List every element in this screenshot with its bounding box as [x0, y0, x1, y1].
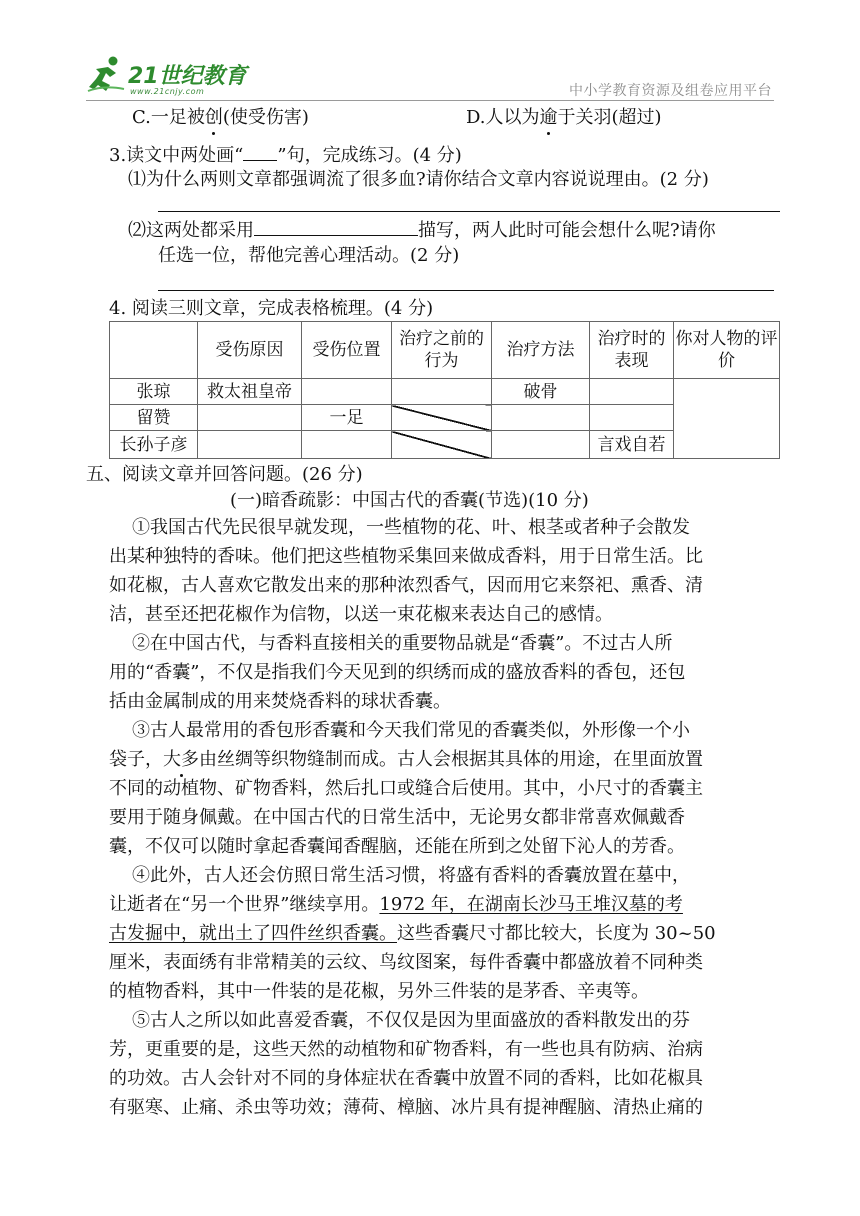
q4-stem: 4. 阅读三则文章，完成表格梳理。(4 分)	[109, 298, 434, 319]
table-header-cell: 治疗方法	[492, 322, 590, 379]
table-cell[interactable]	[302, 431, 392, 459]
q3-stem-blank	[243, 143, 277, 161]
p3-line2-after: 由丝绸等织物缝制而成。古人会根据其具体的用途，在里面放置	[199, 749, 703, 770]
table-cell[interactable]	[590, 405, 674, 431]
p2-line: 括由金属制成的用来焚烧香料的球状香囊。	[109, 691, 451, 712]
p5-line: 的功效。古人会针对不同的身体症状在香囊中放置不同的香料，比如花椒具	[109, 1068, 703, 1089]
table-cell: 破骨	[492, 379, 590, 405]
p4-line: ④此外，古人还会仿照日常生活习惯，将盛有香料的香囊放置在墓中，	[132, 865, 690, 886]
page-header	[0, 0, 860, 104]
option-c-prefix: C.一足被	[132, 107, 205, 128]
p4-line	[109, 893, 683, 917]
q3-sub2-answer-line[interactable]	[158, 290, 774, 291]
table-cell[interactable]	[198, 405, 302, 431]
table-cell: 言戏自若	[590, 431, 674, 459]
crossed-out-cell	[392, 405, 492, 431]
q3-sub2-fill-blank[interactable]	[254, 218, 418, 236]
evaluation-cell[interactable]	[674, 379, 780, 459]
q3-stem	[109, 143, 462, 168]
row-name-cell: 留赞	[110, 405, 198, 431]
p3-line2-before: 袋子，	[109, 749, 163, 770]
p4-line3-after: 这些香囊尺寸都比较大，长度为 30~50	[397, 923, 716, 944]
q3-stem-after: ”句，完成练习。(4 分)	[277, 145, 462, 166]
p4-underlined-sentence: 古发掘中，就出土了四件丝织香囊。	[109, 923, 397, 944]
option-c-dotted-char: 创	[204, 107, 223, 128]
option-c-suffix: (使受伤害)	[222, 107, 309, 128]
logo-text: 21世纪教育	[128, 64, 247, 89]
section5-subtitle: (一)暗香疏影：中国古代的香囊(节选)(10 分)	[230, 490, 589, 511]
p3-line	[109, 748, 703, 772]
p4-underlined-sentence: 1972 年，在湖南长沙马王堆汉墓的考	[379, 894, 683, 915]
p5-line: 有驱寒、止痛、杀虫等功效；薄荷、樟脑、冰片具有提神醒脑、清热止痛的	[109, 1097, 703, 1118]
p4-line	[109, 922, 716, 946]
p4-line: 的植物香料，其中一件装的是花椒，另外三件装的是茅香、辛夷等。	[109, 981, 649, 1002]
table-corner-cell	[110, 322, 198, 379]
site-logo[interactable]	[86, 55, 276, 101]
section5-title: 五、阅读文章并回答问题。(26 分)	[86, 464, 363, 485]
table-cell[interactable]	[302, 379, 392, 405]
p3-dotted-word: 大多	[163, 749, 199, 770]
p5-line: 芳，更重要的是，这些天然的动植物和矿物香料，有一些也具有防病、治病	[109, 1039, 703, 1060]
crossed-out-cell	[392, 431, 492, 459]
platform-name: 中小学教育资源及组卷应用平台	[569, 83, 772, 99]
p3-line: 要用于随身佩戴。在中国古代的日常生活中，无论男女都非常喜欢佩戴香	[109, 807, 685, 828]
p3-line: ③古人最常用的香包形香囊和今天我们常见的香囊类似，外形像一个小	[132, 720, 690, 741]
summary-table	[109, 321, 780, 459]
p1-line: 如花椒，古人喜欢它散发出来的那种浓烈香气，因而用它来祭祀、熏香、清	[109, 575, 703, 596]
q3-sub2-after: 描写，两人此时可能会想什么呢?请你	[418, 220, 716, 241]
runner-logo-icon	[86, 55, 126, 95]
table-cell: 一足	[302, 405, 392, 431]
p3-line: 不同的动植物、矿物香料，然后扎口或缝合后使用。其中，小尺寸的香囊主	[109, 778, 703, 799]
table-cell[interactable]	[392, 379, 492, 405]
q3-sub2-line2: 任选一位，帮他完善心理活动。(2 分)	[158, 245, 460, 266]
table-cell[interactable]	[492, 405, 590, 431]
table-header-cell: 治疗时的表现	[590, 322, 674, 379]
table-cell[interactable]	[590, 379, 674, 405]
logo-url: www.21cnjy.com	[130, 87, 205, 96]
q3-sub2	[128, 218, 716, 243]
table-row	[110, 379, 780, 405]
option-d	[466, 106, 662, 130]
option-c	[132, 106, 309, 130]
table-cell: 救太祖皇帝	[198, 379, 302, 405]
p1-line: ①我国古代先民很早就发现，一些植物的花、叶、根茎或者种子会散发	[132, 517, 690, 538]
q3-sub2-before: ⑵这两处都采用	[128, 220, 254, 241]
row-name-cell: 长孙子彦	[110, 431, 198, 459]
p2-line: 用的“香囊”，不仅是指我们今天见到的织绣而成的盛放香料的香包，还包	[109, 662, 686, 683]
p1-line: 洁，甚至还把花椒作为信物，以送一束花椒来表达自己的感情。	[109, 604, 613, 625]
p4-line: 厘米，表面绣有非常精美的云纹、鸟纹图案，每件香囊中都盛放着不同种类	[109, 952, 703, 973]
p5-line: ⑤古人之所以如此喜爱香囊，不仅仅是因为里面盛放的香料散发出的芬	[132, 1010, 690, 1031]
table-header-row	[110, 322, 780, 379]
table-cell[interactable]	[198, 431, 302, 459]
table-header-cell: 治疗之前的行为	[392, 322, 492, 379]
q3-sub1-answer-line[interactable]	[158, 211, 780, 212]
option-d-prefix: D.人以为	[466, 107, 540, 128]
table-header-cell: 受伤原因	[198, 322, 302, 379]
option-d-suffix: 于关羽(超过)	[557, 107, 662, 128]
p4-line2-before: 让逝者在“另一个世界”继续享用。	[109, 894, 380, 915]
p3-line: 囊，不仅可以随时拿起香囊闻香醒脑，还能在所到之处留下沁人的芳香。	[109, 836, 685, 857]
option-d-dotted-char: 逾	[539, 107, 558, 128]
table-header-cell: 受伤位置	[302, 322, 392, 379]
q3-stem-before: 3.读文中两处画“	[109, 145, 244, 166]
p1-line: 出某种独特的香味。他们把这些植物采集回来做成香料，用于日常生活。比	[109, 546, 703, 567]
q3-sub1: ⑴为什么两则文章都强调流了很多血?请你结合文章内容说说理由。(2 分)	[128, 169, 709, 190]
table-header-cell: 你对人物的评价	[674, 322, 780, 379]
p2-line: ②在中国古代，与香料直接相关的重要物品就是“香囊”。不过古人所	[132, 633, 673, 654]
row-name-cell: 张琼	[110, 379, 198, 405]
header-divider	[86, 100, 774, 101]
table-cell[interactable]	[492, 431, 590, 459]
